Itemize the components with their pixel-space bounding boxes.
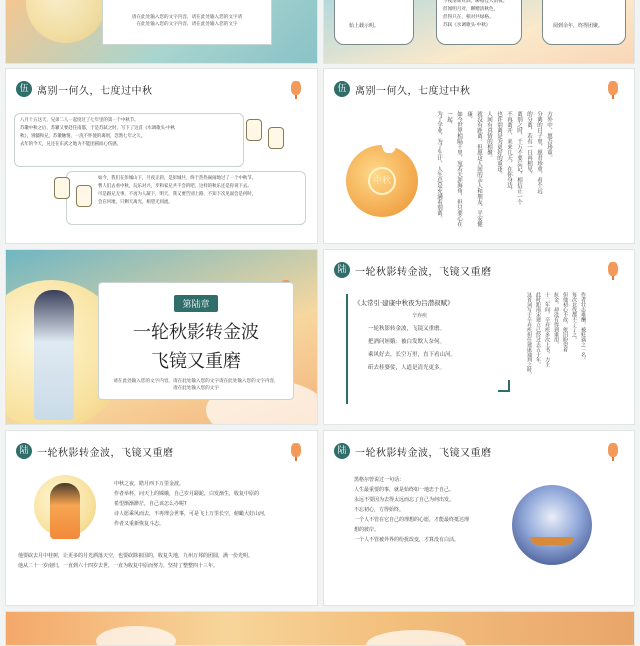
slide-title: 一轮秋影转金波，飞镜又重磨	[355, 447, 492, 459]
vertical-line: 方外中，愿吾珍重。	[546, 111, 552, 161]
frame-line: 但得只在，相对共绿格。	[443, 15, 494, 20]
section-badge: 陆	[16, 443, 32, 459]
paragraph-line: 黑格尔曾说过一句话：	[354, 477, 405, 483]
lantern-icon	[76, 185, 92, 207]
slide-thumbnail-5[interactable]	[5, 249, 318, 425]
paragraph-line: 一个人不管在它自己的理想的心愿，才能最终抵达理	[354, 517, 470, 523]
slide-title: 一轮秋影转金波，飞镜又重磨	[37, 447, 174, 459]
vertical-text-block	[434, 111, 554, 229]
lantern-icon	[291, 443, 301, 457]
paragraph-line: 想的彼岸。	[354, 527, 380, 533]
vertical-line: 不再离开，来来几天，在你身边，	[506, 111, 512, 194]
paragraph-line: 可是跟兄无事，不再为人凝下，明天，我又要告别上路，不知下次见面会是何时，	[98, 192, 257, 197]
vertical-line: 就没有距离。但愿这人间的亲人和朋友，平安健康，	[466, 111, 482, 227]
paragraph-line: 曹人们去看中秋，玩乐对兴，步和家兄共不会的吧，这样的秋乐还是你说下去。	[98, 184, 252, 189]
paragraph-1	[20, 117, 175, 149]
lantern-icon	[246, 119, 262, 141]
paragraph-line: 会在何地，只剩天离光，相望无同流。	[98, 200, 173, 205]
vertical-line: 为了学业，为了生计，人生总是充满着别离。	[436, 111, 442, 221]
paragraph-block	[18, 551, 308, 571]
vertical-line: 离别之时，千万不要忘记，相信正一个	[516, 111, 522, 205]
paragraph-line: 八月十五这天，兄弟二人一起度过了七年里的第一个中秋节。	[20, 118, 139, 123]
frame-text: 阅到余年，终得团聚。	[553, 23, 604, 29]
paragraph-line: 苏辙中秋之后，苏辙又要赴任南都，于是苏轼之时，写下了这首《水调歌头·中秋	[20, 126, 176, 131]
figure-illustration	[50, 483, 80, 539]
slide-title: 离别一何久，七度过中秋	[355, 85, 471, 97]
text-frame	[334, 0, 414, 45]
vertical-line: 分离的日子里，愿君珍重，看个远	[536, 111, 542, 194]
figure-illustration	[34, 290, 74, 420]
frame-line: 但闻明月对，聊赠清秋色，	[443, 7, 499, 12]
section-badge: 陆	[334, 443, 350, 459]
poem-block	[346, 294, 506, 404]
vertical-line: 作者壮志难酬，被贬谪之一名。	[580, 292, 586, 362]
lantern-icon	[54, 177, 70, 199]
poem-line: 一轮秋影转金波，飞镜又重磨。	[368, 326, 446, 332]
slide-header	[16, 81, 153, 97]
chapter-subtext: 请在此处输入您的文字内容，请在此处输入您的文字请在此处输入您的文字内容，请在此处输入您的文字	[113, 379, 279, 391]
paragraph-line: 希望渐渐渺茫，自己该怎么办呢?	[114, 501, 187, 507]
paragraph-line: 诗人愿乘风而去，不再理会世事，可是飞上万里长空，俯瞰大好山河，	[114, 511, 270, 517]
rabbit-icon	[382, 133, 396, 153]
lantern-icon	[608, 443, 618, 457]
paragraph-line: 中秋之夜，皓月西下万里金波。	[114, 481, 185, 487]
mooncake-label: 中秋	[368, 167, 396, 195]
frame-text: 始上载示明。	[349, 23, 380, 29]
night-moon-illustration	[512, 485, 592, 565]
paragraph-line: 永远不要因为去得太远而忘了自己为何出发。	[354, 497, 455, 503]
vertical-line: 但他初心不改，依旧盼望着	[562, 292, 568, 352]
corner-decoration	[498, 380, 510, 392]
lantern-icon	[608, 262, 618, 276]
slide-thumbnail-9[interactable]	[5, 611, 635, 646]
paragraph-line: 秋》，别疆和兄，苏辙触情，一洗不怀使的离别，忽然七年之久。	[20, 134, 146, 139]
slide-title: 离别一何久，七度过中秋	[37, 85, 153, 97]
slide-header	[334, 443, 492, 459]
paragraph-line: 去年的今天，兄还在东武之地为不能团圆而心伤感。	[20, 142, 121, 147]
poem-title: 《太常引·建康中秋夜为吕潜叔赋》	[354, 299, 454, 307]
slide-text: 在此处输入您的文字内容，请在此处输入您的文字	[136, 22, 238, 27]
mooncake-illustration	[346, 145, 418, 217]
paragraph-line: 作者又重新恢复斗志。	[114, 521, 165, 527]
paragraph-line: 他从二十一岁南归，一直到六十四岁去世，一直为收复中原而努力，坚持了整整四十三年。	[18, 563, 219, 569]
vertical-line: 这首词写于辛弃疾担任建康通判之时，	[526, 292, 532, 377]
slide-thumbnail-8[interactable]	[323, 430, 635, 606]
vertical-line: 如今世界相隔千里，宛若天涯海角，但只要心在一起，	[446, 111, 462, 227]
poem-line: 斫去桂婆娑，人道是清光更多。	[368, 365, 446, 371]
vertical-line: 的分离，若有一日再相见，	[526, 111, 532, 177]
paragraph-2	[98, 175, 256, 207]
chapter-label: 第陆章	[174, 295, 217, 312]
vertical-line: 每次北伐都不了了之，	[571, 292, 577, 342]
paragraph-block	[114, 479, 269, 529]
vertical-line: 此时距南宋建立已经过去五十年，	[535, 292, 541, 367]
paragraph-line: 如今，我们在彭城山下，月夜正斜，是彭城共，终于热热闹闹地过了一个中秋节。	[98, 176, 257, 181]
frame-line: 苏轼《水调歌头·中秋》	[443, 23, 491, 28]
slide-thumbnail-7[interactable]	[5, 430, 318, 606]
vertical-line: 抗金，却没有得到重用，	[553, 292, 559, 347]
paragraph-line: 一个人不管被外界的纷扰改变，才算没有白活。	[354, 537, 460, 543]
boat-icon	[530, 537, 574, 545]
section-badge: 陆	[334, 262, 350, 278]
slide-thumbnail-1[interactable]	[5, 0, 318, 64]
vertical-line: 十二年间，辛弃疾多次上书，力主	[544, 292, 550, 367]
text-frame	[436, 0, 522, 45]
lantern-icon	[268, 127, 284, 149]
poem-line: 乘风好去，长空万里，直下看山河。	[368, 352, 457, 358]
paragraph-line: 不忘初心，方得始终。	[354, 507, 405, 513]
title-card	[102, 0, 272, 45]
poem-line: 把酒问姮娥：被白发欺人奈何。	[368, 339, 446, 345]
slide-thumbnail-6[interactable]	[323, 249, 635, 425]
paragraph-line: 他要砍去月中桂树，让更多的月光洒落天空，也要砍除祖国的，收复失地，九州万邦的团圆，满一份光明。	[18, 553, 254, 559]
section-badge: 伍	[334, 81, 350, 97]
slide-thumbnail-2[interactable]	[323, 0, 635, 64]
paragraph-line: 人生最重要的事，就是始终如一地忠于自己。	[354, 487, 455, 493]
slide-thumbnail-4[interactable]	[323, 68, 635, 244]
section-badge: 伍	[16, 81, 32, 97]
frame-line: 今夜清辉对酒，聊赠佳人消夜。	[443, 0, 508, 4]
slide-text: 请在此处输入您的文字内容，请在此处输入您的文字请	[131, 15, 243, 20]
paragraph-line: 作者举杯，问天上的嫦娥，自己岁月蹉跎，白发渐生，收复中原的	[114, 491, 260, 497]
poem-author: 辛弃疾	[412, 313, 428, 319]
slide-header	[334, 262, 492, 278]
frame-text-group	[443, 0, 507, 30]
chapter-card	[98, 282, 294, 400]
chapter-title-line-1: 一轮秋影转金波	[133, 322, 259, 343]
lantern-icon	[291, 81, 301, 95]
text-frame	[542, 0, 626, 45]
vertical-line: 人间有真情的相聚。	[486, 111, 492, 161]
chapter-title-line-2: 飞镜又重磨	[151, 351, 241, 372]
lantern-icon	[608, 81, 618, 95]
slide-title: 一轮秋影转金波，飞镜又重磨	[355, 266, 492, 278]
vertical-line: 也许别离是为更好的重逢。	[496, 111, 502, 177]
vertical-text-block	[524, 292, 587, 408]
slide-header	[334, 81, 471, 97]
slide-header	[16, 443, 174, 459]
slide-thumbnail-3[interactable]	[5, 68, 318, 244]
paragraph-block	[354, 475, 469, 545]
